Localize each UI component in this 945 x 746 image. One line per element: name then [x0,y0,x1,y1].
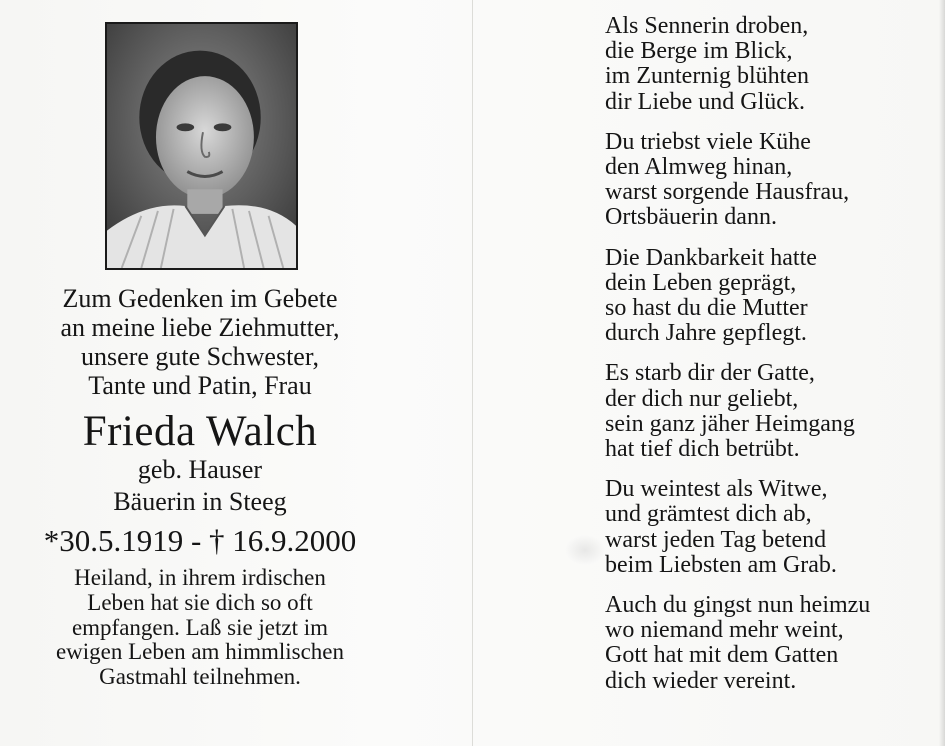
poem-line: die Berge im Blick, [605,38,793,65]
portrait-photo [105,22,298,270]
poem-line: warst jeden Tag betend [605,526,827,553]
left-panel [0,0,472,746]
poem-stanza [605,246,935,347]
prayer-line: ewigen Leben am himmlischen [55,639,345,665]
poem-line: und grämtest dich ab, [605,501,812,528]
poem-line: dein Leben geprägt, [605,269,797,296]
paper-smudge [565,535,605,565]
poem-line: dir Liebe und Glück. [605,88,805,115]
intro-line: Tante und Patin, Frau [88,371,312,400]
poem-stanza [605,593,935,694]
poem-line: warst sorgende Hausfrau, [605,179,850,206]
poem-line: Ortsbäuerin dann. [605,204,777,231]
poem-stanza [605,14,935,115]
prayer-line: Heiland, in ihrem irdischen [74,565,326,590]
prayer-text [0,566,400,690]
poem-line: im Zunternig blühten [605,63,809,90]
card-fold [472,0,473,746]
poem-line: Die Dankbarkeit hatte [605,244,817,271]
prayer-line: Gastmahl teilnehmen. [99,664,301,690]
portrait-image [107,24,296,268]
poem-line: Du weintest als Witwe, [605,476,828,503]
poem-line: wo niemand mehr weint, [605,617,844,644]
poem-line: beim Liebsten am Grab. [605,551,837,578]
life-dates: *30.5.1919 - † 16.9.2000 [43,523,357,558]
poem-stanza [605,130,935,231]
prayer-line: Leben hat sie dich so oft [87,589,313,615]
poem-line: so hast du die Mutter [605,295,808,322]
poem-line: der dich nur geliebt, [605,385,799,412]
poem-stanza [605,477,935,578]
poem-line: Gott hat mit dem Gatten [605,642,839,669]
poem-line: dich wieder vereint. [605,667,797,694]
poem-line: hat tief dich betrübt. [605,436,800,463]
intro-line: Zum Gedenken im Gebete [62,284,338,313]
poem-line: durch Jahre gepflegt. [605,320,807,347]
intro-text [0,284,400,400]
birth-name: geb. Hauser [137,455,263,484]
deceased-name: Frieda Walch [82,408,318,455]
poem [605,14,935,709]
occupation: Bäuerin in Steeg [113,487,287,516]
poem-stanza [605,361,935,462]
poem-line: Es starb dir der Gatte, [605,360,815,387]
poem-line: Du triebst viele Kühe [605,128,811,155]
intro-line: an meine liebe Ziehmutter, [60,313,340,342]
intro-line: unsere gute Schwester, [81,342,319,371]
prayer-line: empfangen. Laß sie jetzt im [71,614,329,640]
poem-line: sein ganz jäher Heimgang [605,410,855,437]
poem-line: den Almweg hinan, [605,154,793,181]
card-edge [939,0,945,746]
poem-line: Als Sennerin droben, [605,13,809,39]
poem-line: Auch du gingst nun heimzu [605,592,871,619]
